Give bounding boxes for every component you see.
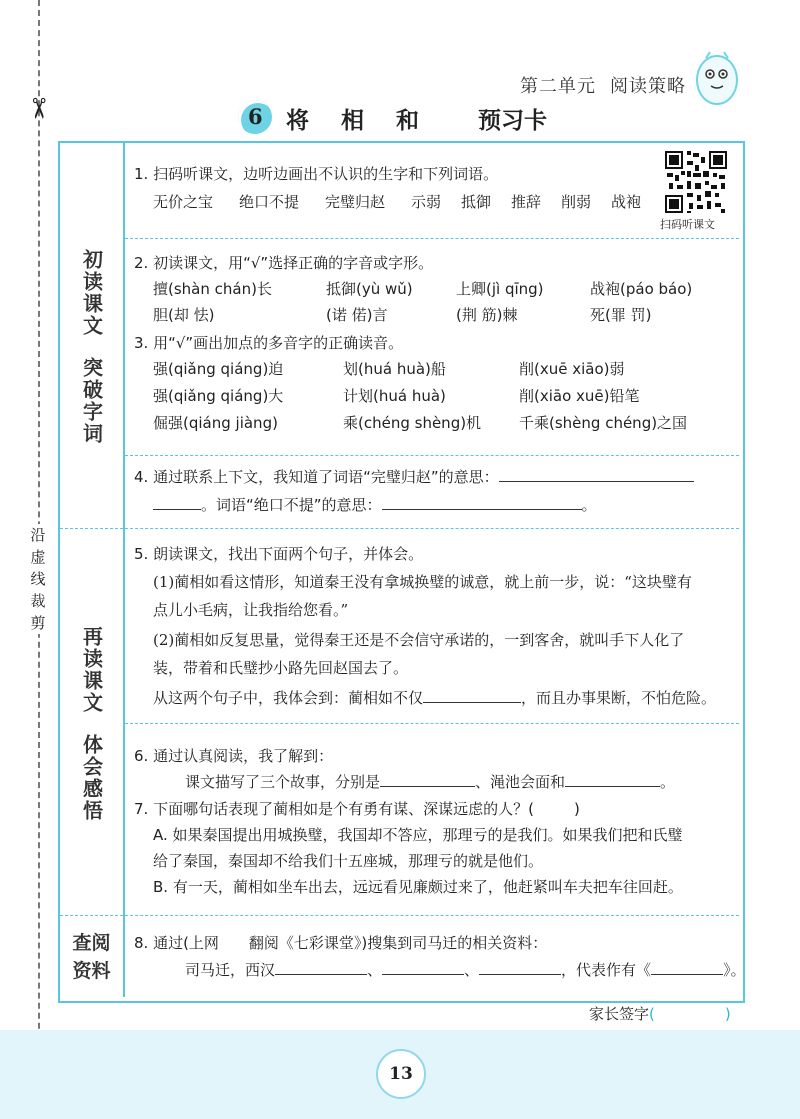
worksheet-frame [58, 141, 745, 1003]
section-label-research [60, 929, 123, 985]
scissors-icon: ✂ [22, 96, 56, 121]
section-label-line: 资料 [72, 960, 111, 982]
parent-signature [589, 1003, 731, 1024]
choice-item: 削(xiāo xuē)铅笔 [519, 387, 640, 405]
choice-item: 强(qiǎng qiáng)迫 [153, 360, 284, 378]
question-7-prompt-line [134, 797, 580, 822]
question-4-line [153, 493, 597, 518]
choice-item: 擅(shàn chán)长 [153, 280, 272, 298]
answer-blank[interactable] [382, 958, 464, 975]
question-2-prompt: 2. 初读课文，用“√”选择正确的字音或字形。 [134, 254, 434, 272]
answer-blank[interactable] [275, 958, 367, 975]
question-7-prompt: 7. 下面哪句话表现了蔺相如是个有勇有谋、深谋远虑的人？( [134, 800, 534, 818]
choice-item: 乘(chéng shèng)机 [343, 414, 482, 432]
unit-label: 第二单元 [520, 76, 596, 97]
column-divider [123, 143, 125, 997]
answer-blank[interactable] [380, 770, 475, 787]
section-label-line: 体会感悟 [79, 734, 104, 822]
question-7-prompt-end: ) [573, 800, 580, 818]
choice-item: 千乘(shèng chéng)之国 [519, 414, 688, 432]
choice-item: 死(罪 罚) [590, 306, 652, 324]
question-2-pinyin-row [153, 277, 730, 302]
row-divider [125, 723, 739, 724]
section-label-line: 初读课文 [79, 249, 104, 337]
question-6-prompt: 6. 通过认真阅读，我了解到： [134, 747, 334, 765]
choice-item: 战袍(páo báo) [590, 280, 693, 298]
question-6-text: 。 [660, 773, 676, 791]
choice-item: (诺 偌)言 [326, 306, 388, 324]
question-6-line [185, 770, 675, 795]
qr-caption: 扫码听课文 [660, 218, 715, 231]
section-label-first-read [60, 248, 123, 446]
choice-item: 胆(却 怯) [153, 306, 215, 324]
word: 无价之宝 [153, 193, 214, 211]
word: 抵御 [461, 193, 492, 211]
question-6-text: 、渑池会面和 [475, 773, 566, 791]
option-a: A. 如果秦国提出用城换璧，我国却不答应，那理亏的是我们。如果我们把和氏璧 [153, 826, 683, 844]
strategy-label: 阅读策略 [610, 76, 686, 97]
question-1-prompt: 1. 扫码听课文，边听边画出不认识的生字和下列词语。 [134, 165, 499, 183]
sentence-1: (1)蔺相如看这情形，知道秦王没有拿城换璧的诚意，就上前一步，说：“这块璧有 [153, 573, 692, 591]
word: 示弱 [411, 193, 442, 211]
unit-heading [520, 72, 686, 98]
qr-code-icon [663, 149, 729, 215]
lesson-number: 6 [248, 104, 263, 129]
choice-item: 削(xuē xiāo)弱 [519, 360, 625, 378]
answer-blank[interactable] [565, 770, 660, 787]
question-6-text: 课文描写了三个故事，分别是 [185, 773, 381, 791]
choice-item: 倔强(qiáng jiàng) [153, 414, 278, 432]
word: 绝口不提 [239, 193, 300, 211]
section-label-line: 突破字词 [79, 357, 104, 445]
word: 战袍 [611, 193, 642, 211]
sentence-1-continued: 点儿小毛病，让我指给您看。” [153, 601, 349, 619]
answer-blank[interactable] [479, 958, 561, 975]
lesson-number-badge [238, 100, 272, 134]
question-3-prompt: 3. 用“√”画出加点的多音字的正确读音。 [134, 334, 404, 352]
row-divider [125, 455, 739, 456]
cut-guide-text: 沿虚线裁剪 [27, 524, 49, 634]
word: 削弱 [561, 193, 592, 211]
question-8-prompt: 8. 通过(上网 翻阅《七彩课堂》)搜集到司马迁的相关资料： [134, 934, 548, 952]
mascot-icon [692, 50, 742, 112]
conclusion-text: ，而且办事果断，不怕危险。 [521, 689, 717, 707]
choice-item: 上卿(jì qīng) [456, 280, 544, 298]
question-5-conclusion [153, 686, 716, 711]
option-b: B. 有一天，蔺相如坐车出去，远远看见廉颇过来了，他赶紧叫车夫把车往回赶。 [153, 878, 683, 896]
sentence-2-continued: 装，带着和氏璧抄小路先回赵国去了。 [153, 659, 409, 677]
answer-blank[interactable] [651, 958, 723, 975]
signature-open-paren: ( [649, 1005, 655, 1023]
choice-item: 强(qiǎng qiáng)大 [153, 387, 284, 405]
question-8-text: 》。 [723, 961, 746, 979]
section-divider [60, 528, 739, 529]
answer-blank[interactable] [499, 465, 694, 482]
choice-item: 抵御(yù wǔ) [326, 280, 413, 298]
choice-item: (荆 筋)棘 [456, 306, 518, 324]
question-1-words [153, 190, 661, 215]
page-number: 13 [376, 1049, 426, 1099]
question-3-row [153, 411, 719, 436]
lesson-title: 将 相 和 [286, 107, 432, 134]
question-8-line [185, 958, 746, 983]
question-4-text: 。 [581, 496, 597, 514]
choice-item: 计划(huá huà) [343, 387, 446, 405]
section-label-reread [60, 625, 123, 823]
section-label-line: 再读课文 [79, 626, 104, 714]
question-4-line [134, 465, 694, 490]
word: 完璧归赵 [325, 193, 386, 211]
card-label: 预习卡 [478, 108, 547, 134]
separator: 、 [367, 961, 383, 979]
option-a-continued: 给了秦国，秦国却不给我们十五座城，那理亏的就是他们。 [153, 852, 544, 870]
choice-item: 划(huá huà)船 [343, 360, 446, 378]
question-8-text: ，代表作有《 [561, 961, 652, 979]
word: 推辞 [511, 193, 542, 211]
sentence-2: (2)蔺相如反复思量，觉得秦王还是不会信守承诺的，一到客舍，就叫手下人化了 [153, 631, 685, 649]
section-divider [60, 915, 739, 916]
answer-blank[interactable] [423, 686, 521, 703]
parent-signature-label: 家长签字 [589, 1005, 650, 1023]
question-4-text: 4. 通过联系上下文，我知道了词语“完璧归赵”的意思： [134, 468, 499, 486]
question-3-row [153, 357, 719, 382]
signature-close-paren: ) [724, 1005, 731, 1023]
question-5-prompt: 5. 朗读课文，找出下面两个句子，并体会。 [134, 545, 424, 563]
section-label-line: 查阅 [72, 932, 111, 954]
question-3-row [153, 384, 719, 409]
conclusion-text: 从这两个句子中，我体会到：蔺相如不仅 [153, 689, 424, 707]
answer-blank[interactable] [382, 493, 582, 510]
question-4-text: 。词语“绝口不提”的意思： [201, 496, 382, 514]
question-8-text: 司马迁，西汉 [185, 961, 276, 979]
separator: 、 [464, 961, 480, 979]
answer-blank[interactable] [153, 493, 201, 510]
question-2-character-row [153, 303, 730, 328]
row-divider [125, 238, 739, 239]
